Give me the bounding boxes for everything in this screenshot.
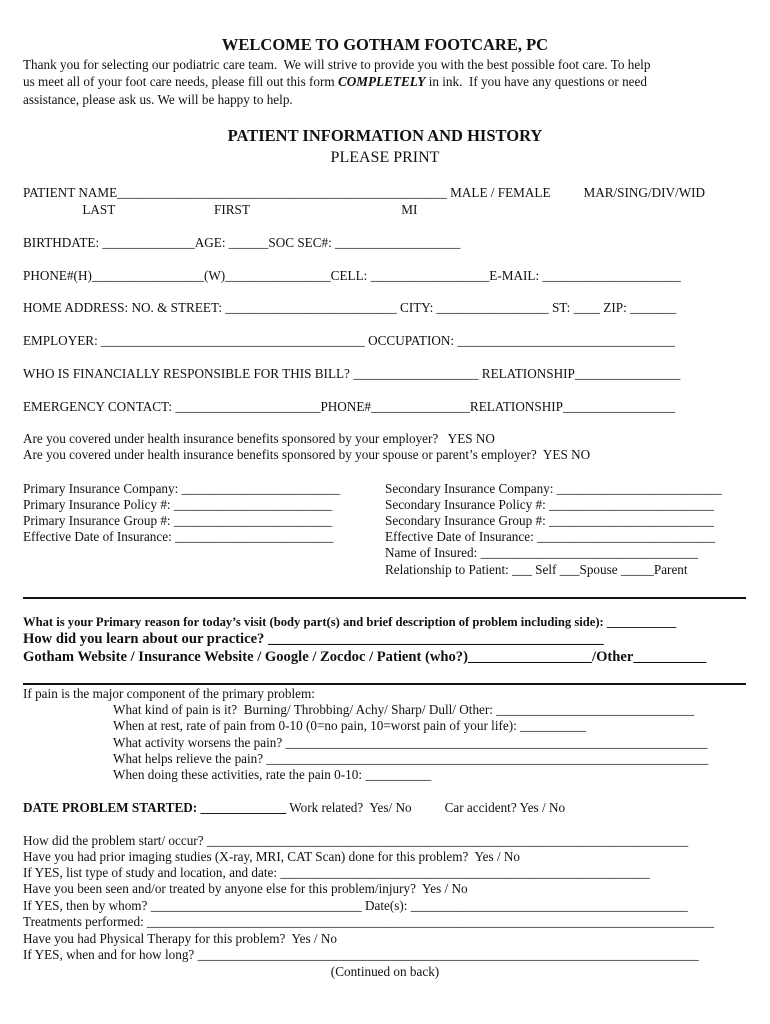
imaging-details-field[interactable]: If YES, list type of study and location, and date: ________________________________________________________ [23, 865, 650, 880]
treated-by-field[interactable]: If YES, then by whom? ________________________________ Date(s): __________________________________________ [23, 898, 688, 913]
problem-start-field[interactable]: How did the problem start/ occur? _________________________________________________________________________ [23, 833, 689, 848]
visit-reason-field[interactable]: What is your Primary reason for today’s visit (body part(s) and brief description of problem including side): ___________ [23, 615, 677, 629]
secondary-insurance-group[interactable]: Secondary Insurance Group #: _________________________ [385, 513, 714, 528]
address-field[interactable]: HOME ADDRESS: NO. & STREET: __________________________ CITY: _________________ ST: ____ ZIP: _______ [23, 300, 677, 315]
continued-on-back: (Continued on back) [330, 964, 440, 979]
pain-rest-rating[interactable]: When at rest, rate of pain from 0-10 (0=no pain, 10=worst pain of your life): __________ [113, 718, 587, 733]
insurance-question-2[interactable]: Are you covered under health insurance benefits sponsored by your spouse or parent’s employer? YES NO [23, 447, 591, 462]
date-problem-started-label: DATE PROBLEM STARTED: _____________ [23, 800, 287, 815]
referral-sources[interactable]: Gotham Website / Insurance Website / Google / Zocdoc / Patient (who?)_________________/Other__________ [23, 649, 707, 665]
patient-name-field[interactable]: PATIENT NAME__________________________________________________ MALE / FEMALE MAR/SING/DIV/WID [23, 185, 706, 200]
work-car-accident[interactable]: Work related? Yes/ No Car accident? Yes / No [286, 800, 566, 815]
name-parts-labels: LAST FIRST MI [23, 202, 418, 217]
emergency-field[interactable]: EMERGENCY CONTACT: ______________________PHONE#_______________RELATIONSHIP_________________ [23, 399, 676, 414]
name-of-insured[interactable]: Name of Insured: _________________________________ [385, 545, 699, 560]
date-problem-started[interactable] [23, 800, 565, 816]
employer-field[interactable]: EMPLOYER: ________________________________________ OCCUPATION: _________________________________ [23, 333, 675, 348]
pain-intro: If pain is the major component of the primary problem: [23, 686, 315, 701]
phone-field[interactable]: PHONE#(H)_________________(W)________________CELL: __________________E-MAIL: _____________________ [23, 268, 681, 283]
primary-insurance-policy[interactable]: Primary Insurance Policy #: ________________________ [23, 497, 333, 512]
secondary-insurance-company[interactable]: Secondary Insurance Company: _________________________ [385, 481, 722, 496]
intro-line-1: Thank you for selecting our podiatric care team. We will strive to provide you with the best possible foot care. To help [23, 57, 651, 72]
intro-line-2 [23, 74, 647, 90]
secondary-insurance-policy[interactable]: Secondary Insurance Policy #: _________________________ [385, 497, 714, 512]
completely-emphasis: COMPLETELY [337, 74, 426, 89]
treatments-field[interactable]: Treatments performed: ______________________________________________________________________________________ [23, 914, 715, 929]
intro-line-2a: us meet all of your foot care needs, please fill out this form [23, 74, 338, 89]
section-title: PATIENT INFORMATION AND HISTORY [227, 126, 543, 145]
section-subtitle: PLEASE PRINT [330, 149, 440, 166]
primary-insurance-group[interactable]: Primary Insurance Group #: ________________________ [23, 513, 333, 528]
insurance-question-1[interactable]: Are you covered under health insurance benefits sponsored by your employer? YES NO [23, 431, 495, 446]
primary-effective-date[interactable]: Effective Date of Insurance: ________________________ [23, 529, 334, 544]
intro-line-3: assistance, please ask us. We will be happy to help. [23, 92, 293, 107]
pain-activity-rating[interactable]: When doing these activities, rate the pain 0-10: __________ [113, 767, 432, 782]
financial-field[interactable]: WHO IS FINANCIALLY RESPONSIBLE FOR THIS BILL? ___________________ RELATIONSHIP________________ [23, 366, 681, 381]
prior-treatment-question[interactable]: Have you been seen and/or treated by anyone else for this problem/injury? Yes / No [23, 881, 468, 896]
learn-about-practice[interactable]: How did you learn about our practice? ______________________________________________ [23, 631, 604, 647]
secondary-effective-date[interactable]: Effective Date of Insurance: ___________________________ [385, 529, 716, 544]
divider-1 [23, 597, 746, 599]
pt-details-field[interactable]: If YES, when and for how long? ____________________________________________________________________________ [23, 947, 699, 962]
pain-kind[interactable]: What kind of pain is it? Burning/ Throbbing/ Achy/ Sharp/ Dull/ Other: ______________________________ [113, 702, 695, 717]
divider-2 [23, 683, 746, 685]
intro-line-2c: in ink. If you have any questions or need [425, 74, 647, 89]
pain-relieves[interactable]: What helps relieve the pain? ___________________________________________________________________ [113, 751, 709, 766]
birthdate-field[interactable]: BIRTHDATE: ______________AGE: ______SOC SEC#: ___________________ [23, 235, 461, 250]
relationship-to-patient[interactable]: Relationship to Patient: ___ Self ___Spouse _____Parent [385, 562, 688, 577]
primary-insurance-company[interactable]: Primary Insurance Company: ________________________ [23, 481, 340, 496]
physical-therapy-question[interactable]: Have you had Physical Therapy for this problem? Yes / No [23, 931, 338, 946]
pain-worsens[interactable]: What activity worsens the pain? ________________________________________________________________ [113, 735, 708, 750]
prior-imaging-question[interactable]: Have you had prior imaging studies (X-ray, MRI, CAT Scan) done for this problem? Yes / No [23, 849, 521, 864]
page-title: WELCOME TO GOTHAM FOOTCARE, PC [221, 35, 549, 54]
